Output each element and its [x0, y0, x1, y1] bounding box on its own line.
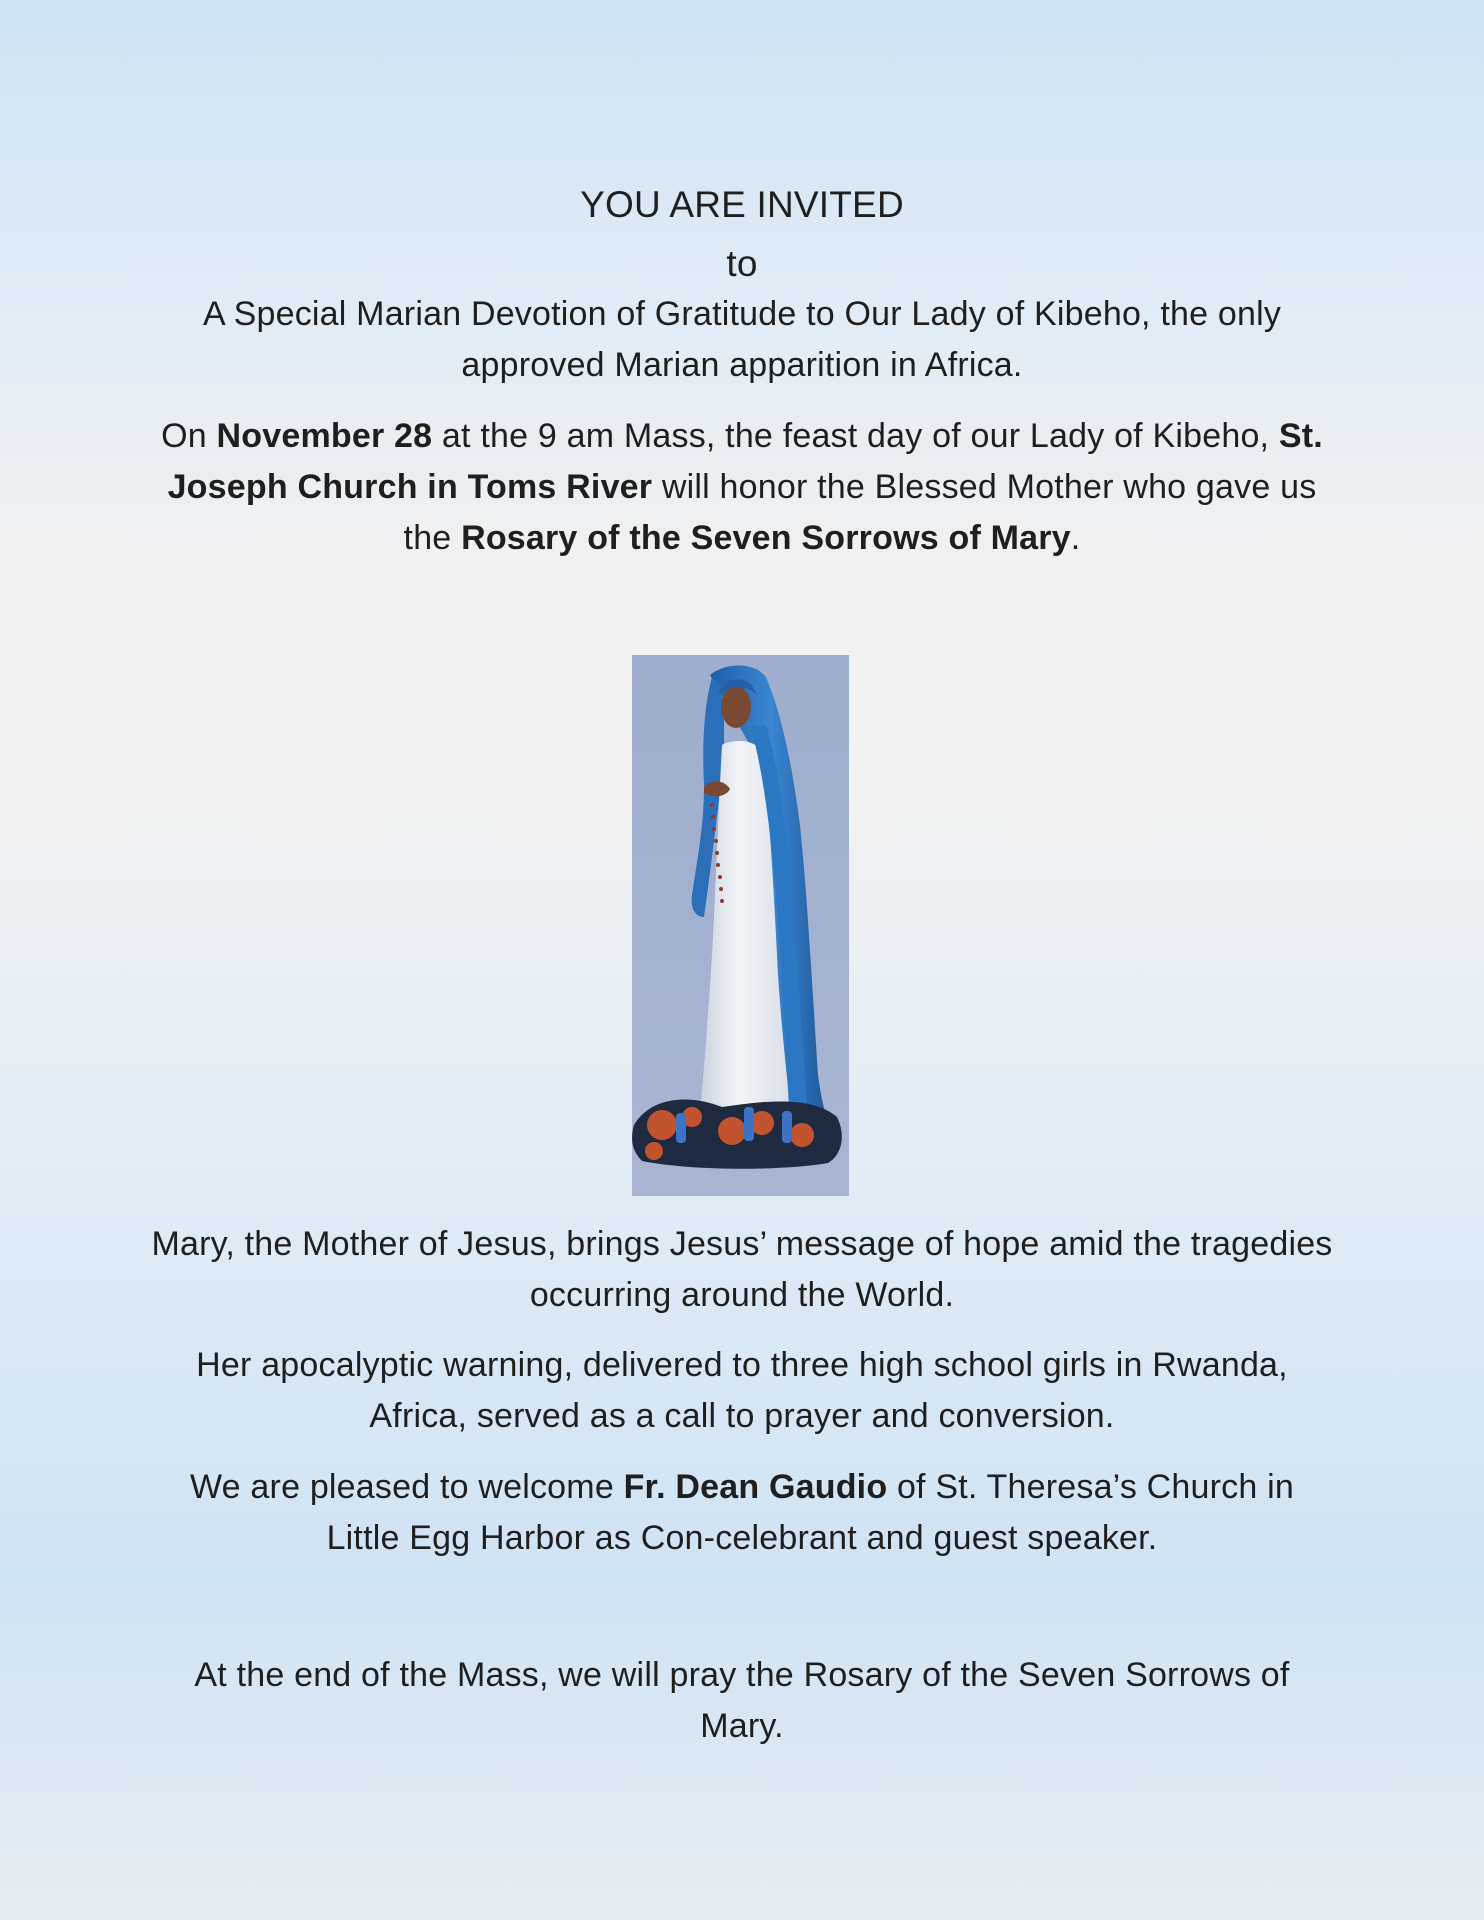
guest-speaker-name: Fr. Dean Gaudio [623, 1468, 888, 1506]
closing-paragraph: At the end of the Mass, we will pray the Rosary of the Seven Sorrows of Mary. [194, 1656, 1290, 1745]
statue-image [632, 655, 849, 1196]
statue-of-our-lady-icon [632, 655, 849, 1196]
welcome-text: of St. Theresa’s Church in Little Egg Harbor as Con-celebrant and guest speaker. [326, 1468, 1294, 1557]
welcome-text: We are pleased to welcome [190, 1468, 624, 1506]
announcement-text: On [161, 417, 217, 455]
hope-paragraph: Mary, the Mother of Jesus, brings Jesus’ message of hope amid the tragedies occurring around the World. [151, 1225, 1333, 1314]
church-name: St. Joseph Church in Toms River [167, 417, 1323, 506]
invitation-title-to: to [726, 243, 758, 284]
announcement-paragraph [150, 411, 1334, 564]
intro-paragraph: A Special Marian Devotion of Gratitude to Our Lady of Kibeho, the only approved Marian apparition in Africa. [202, 295, 1282, 384]
announcement-text: . [1070, 519, 1081, 557]
invitation-title: YOU ARE INVITED [580, 184, 904, 225]
announcement-text: at the 9 am Mass, the feast day of our Lady of Kibeho, [432, 417, 1279, 455]
warning-paragraph: Her apocalyptic warning, delivered to three high school girls in Rwanda, Africa, served as a call to prayer and conversion. [196, 1346, 1288, 1435]
welcome-paragraph [150, 1462, 1334, 1564]
event-date: November 28 [216, 417, 433, 455]
rosary-name: Rosary of the Seven Sorrows of Mary [461, 519, 1071, 557]
announcement-text: will honor the Blessed Mother who gave us the [403, 468, 1317, 557]
